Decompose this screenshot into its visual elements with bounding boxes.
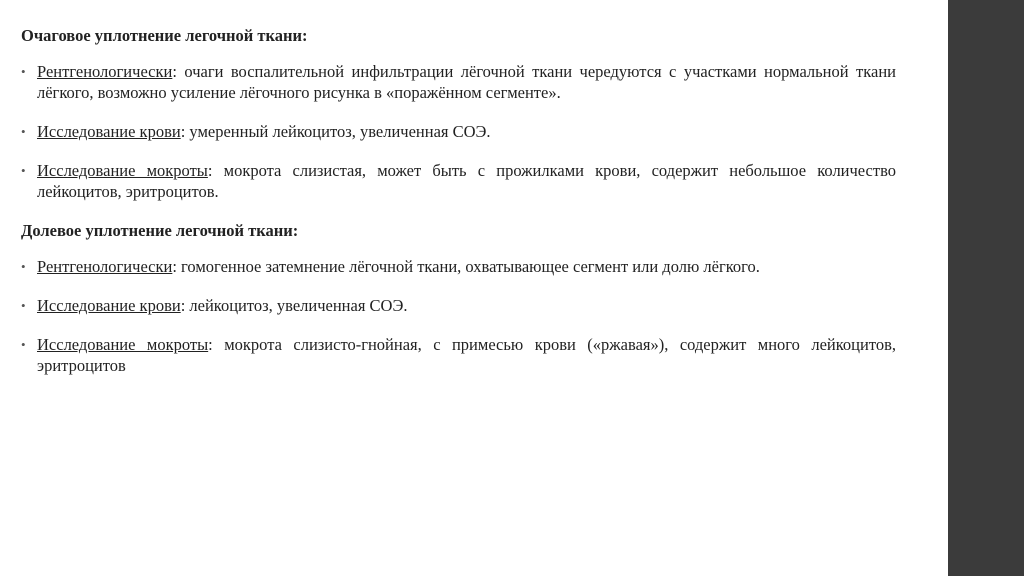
list-item xyxy=(21,295,896,316)
side-bar xyxy=(948,0,1024,576)
item-text: : очаги воспалительной инфильтрации лёгочной ткани чередуются с участками нормальной ткани лёгкого, возможно усиление лёгочного рисунка в «поражённом сегменте». xyxy=(37,62,896,102)
list-item xyxy=(21,334,896,376)
item-term: Рентгенологически xyxy=(37,62,173,81)
item-text: : мокрота слизисто-гнойная, с примесью крови («ржавая»), содержит много лейкоцитов, эритроцитов xyxy=(37,335,896,375)
bullet-icon: • xyxy=(21,163,26,178)
bullet-icon: • xyxy=(21,259,26,274)
item-text: : мокрота слизистая, может быть с прожилками крови, содержит небольшое количество лейкоцитов, эритроцитов. xyxy=(37,161,896,201)
bullet-icon: • xyxy=(21,64,26,79)
bullet-icon: • xyxy=(21,124,26,139)
bullet-icon: • xyxy=(21,298,26,313)
list-item xyxy=(21,61,896,103)
list-item xyxy=(21,160,896,202)
item-term: Исследование крови xyxy=(37,296,181,315)
item-term: Исследование крови xyxy=(37,122,181,141)
item-term: Исследование мокроты xyxy=(37,335,209,354)
item-text: : умеренный лейкоцитоз, увеличенная СОЭ. xyxy=(180,122,491,141)
item-text: : гомогенное затемнение лёгочной ткани, охватывающее сегмент или долю лёгкого. xyxy=(172,257,760,276)
bullet-icon: • xyxy=(21,337,26,352)
list-item xyxy=(21,256,896,277)
item-term: Исследование мокроты xyxy=(37,161,208,180)
section-heading-focal: Очаговое уплотнение легочной ткани: xyxy=(21,26,308,45)
section-heading-lobar: Долевое уплотнение легочной ткани: xyxy=(21,221,299,240)
list-item xyxy=(21,121,896,142)
item-term: Рентгенологически xyxy=(37,257,173,276)
slide-content xyxy=(21,25,896,394)
item-text: : лейкоцитоз, увеличенная СОЭ. xyxy=(180,296,408,315)
